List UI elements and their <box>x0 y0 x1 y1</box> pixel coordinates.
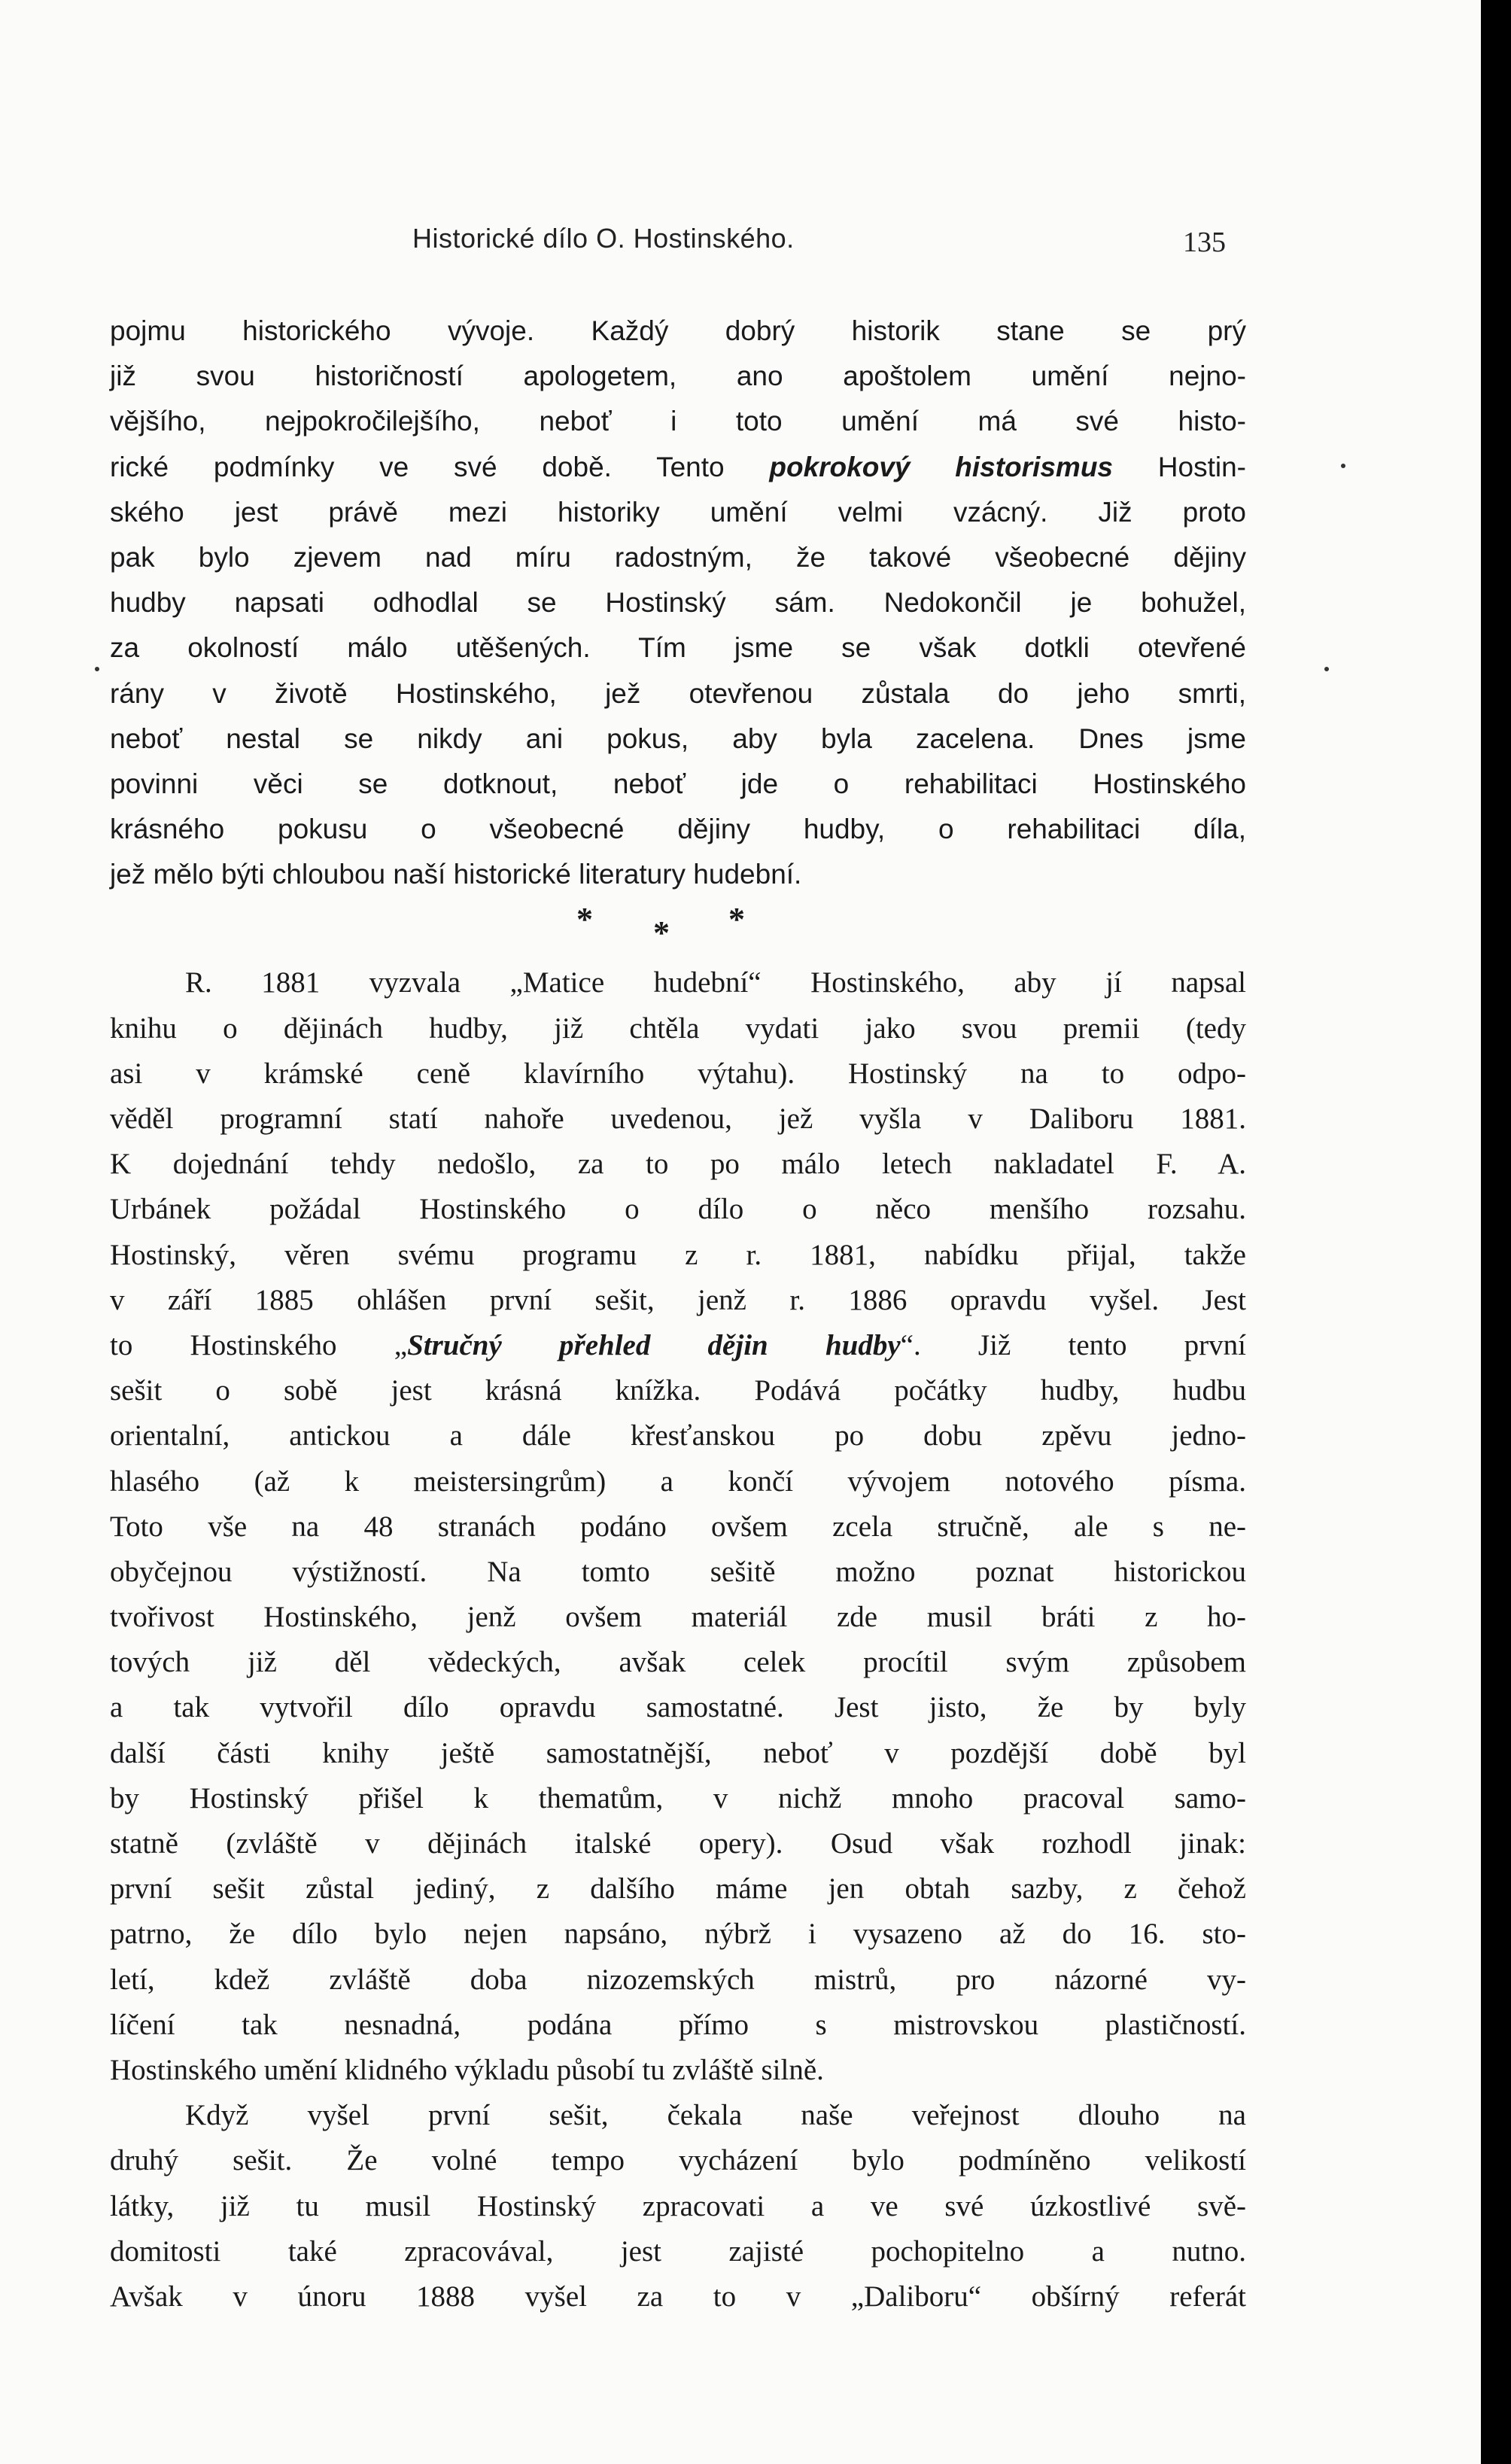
text-line: věděl programní statí nahoře uvedenou, jež vyšla v Daliboru 1881. <box>110 1103 1246 1135</box>
body-text <box>110 309 1246 2320</box>
emphasis-text: pokrokový historismus <box>769 451 1113 482</box>
text-line: ského jest právě mezi historiky umění velmi vzácný. Již proto <box>110 496 1246 528</box>
text-line: Toto vše na 48 stranách podáno ovšem zcela stručně, ale s ne- <box>110 1510 1246 1543</box>
asterisk: * <box>653 914 670 952</box>
text-line: tvořivost Hostinského, jenž ovšem materiál zde musil bráti z ho- <box>110 1601 1246 1634</box>
text-line: Urbánek požádal Hostinského o dílo o něco menšího rozsahu. <box>110 1193 1246 1226</box>
text-segment: to Hostinského „ <box>110 1328 408 1361</box>
text-line: líčení tak nesnadná, podána přímo s mistrovskou plastičností. <box>110 2008 1246 2041</box>
text-line: by Hostinský přišel k thematům, v nichž mnoho pracoval samo- <box>110 1781 1246 1815</box>
text-line: krásného pokusu o všeobecné dějiny hudby, o rehabilitaci díla, <box>110 814 1246 845</box>
paragraph-2 <box>110 960 1246 2093</box>
text-line <box>110 445 1246 490</box>
text-line: další části knihy ještě samostatnější, neboť v pozdější době byl <box>110 1736 1246 1769</box>
paragraph-1 <box>110 309 1246 897</box>
running-title: Historické dílo O. Hostinského. <box>412 223 795 254</box>
text-line: pak bylo zjevem nad míru radostným, že takové všeobecné dějiny <box>110 541 1246 573</box>
text-line: domitosti také zpracovával, jest zajisté pochopitelno a nutno. <box>110 2234 1246 2268</box>
text-line: hlasého (až k meistersingrům) a končí vývojem notového písma. <box>110 1465 1246 1498</box>
text-line: orientalní, antickou a dále křesťanskou po dobu zpěvu jedno- <box>110 1419 1246 1453</box>
scan-speck <box>1324 667 1329 671</box>
text-line: látky, již tu musil Hostinský zpracovati a ve své úzkostlivé svě- <box>110 2189 1246 2222</box>
page-number: 135 <box>1183 227 1226 258</box>
text-line: knihu o dějinách hudby, již chtěla vydati jako svou premii (tedy <box>110 1011 1246 1045</box>
text-line: vějšího, nejpokročilejšího, neboť i toto umění má své histo- <box>110 406 1246 437</box>
text-line: obyčejnou výstižností. Na tomto sešitě možno poznat historickou <box>110 1555 1246 1588</box>
text-line: R. 1881 vyzvala „Matice hudební“ Hostinského, aby jí napsal <box>185 966 1246 999</box>
text-line: první sešit zůstal jediný, z dalšího máme jen obtah sazby, z čehož <box>110 1872 1246 1906</box>
text-line: druhý sešit. Že volné tempo vycházení bylo podmíněno velikostí <box>110 2144 1246 2177</box>
text-line: rány v životě Hostinského, jež otevřenou zůstala do jeho smrti, <box>110 677 1246 709</box>
text-line: Avšak v únoru 1888 vyšel za to v „Daliboru“ obšírný referát <box>110 2280 1246 2313</box>
scan-speck <box>1341 464 1345 468</box>
section-separator <box>110 897 1246 960</box>
text-line: Hostinský, věren svému programu z r. 1881, nabídku přijal, takže <box>110 1238 1246 1271</box>
text-line: patrno, že dílo bylo nejen napsáno, nýbrž i vysazeno až do 16. sto- <box>110 1918 1246 1951</box>
text-line: Když vyšel první sešit, čekala naše veřejnost dlouho na <box>185 2099 1246 2132</box>
text-line: K dojednání tehdy nedošlo, za to po málo letech nakladatel F. A. <box>110 1148 1246 1181</box>
text-line <box>110 1323 1246 1368</box>
text-line: jež mělo býti chloubou naší historické literatury hudební. <box>110 859 802 890</box>
text-line: povinni věci se dotknout, neboť jde o rehabilitaci Hostinského <box>110 768 1246 799</box>
text-segment: “. Již tento první <box>900 1328 1247 1361</box>
text-line: asi v krámské ceně klavírního výtahu). Hostinský na to odpo- <box>110 1057 1246 1090</box>
emphasis-text: Stručný přehled dějin hudby <box>407 1328 901 1361</box>
scan-speck <box>95 667 99 671</box>
text-line: již svou historičností apologetem, ano apoštolem umění nejno- <box>110 360 1246 392</box>
text-line: statně (zvláště v dějinách italské opery). Osud však rozhodl jinak: <box>110 1827 1246 1860</box>
text-line: neboť nestal se nikdy ani pokus, aby byla zacelena. Dnes jsme <box>110 722 1246 754</box>
asterisk: * <box>728 901 745 938</box>
scan-edge-bar <box>1481 0 1511 2464</box>
text-segment: rické podmínky ve své době. Tento <box>110 451 725 482</box>
text-line: za okolností málo utěšených. Tím jsme se však dotkli otevřené <box>110 632 1246 664</box>
text-line: hudby napsati odhodlal se Hostinský sám. Nedokončil je bohužel, <box>110 587 1246 619</box>
text-segment: Hostin- <box>1157 451 1246 482</box>
text-line: pojmu historického vývoje. Každý dobrý historik stane se prý <box>110 315 1246 346</box>
text-line: tových již děl vědeckých, avšak celek procítil svým způsobem <box>110 1646 1246 1679</box>
text-line: v září 1885 ohlášen první sešit, jenž r. 1886 opravdu vyšel. Jest <box>110 1283 1246 1316</box>
asterisk: * <box>576 901 593 938</box>
text-line: Hostinského umění klidného výkladu působí tu zvláště silně. <box>110 2053 824 2086</box>
text-line: a tak vytvořil dílo opravdu samostatné. Jest jisto, že by byly <box>110 1691 1246 1724</box>
paragraph-3 <box>110 2093 1246 2320</box>
text-line: letí, kdež zvláště doba nizozemských mistrů, pro názorné vy- <box>110 1963 1246 1996</box>
text-line: sešit o sobě jest krásná knížka. Podává počátky hudby, hudbu <box>110 1374 1246 1407</box>
